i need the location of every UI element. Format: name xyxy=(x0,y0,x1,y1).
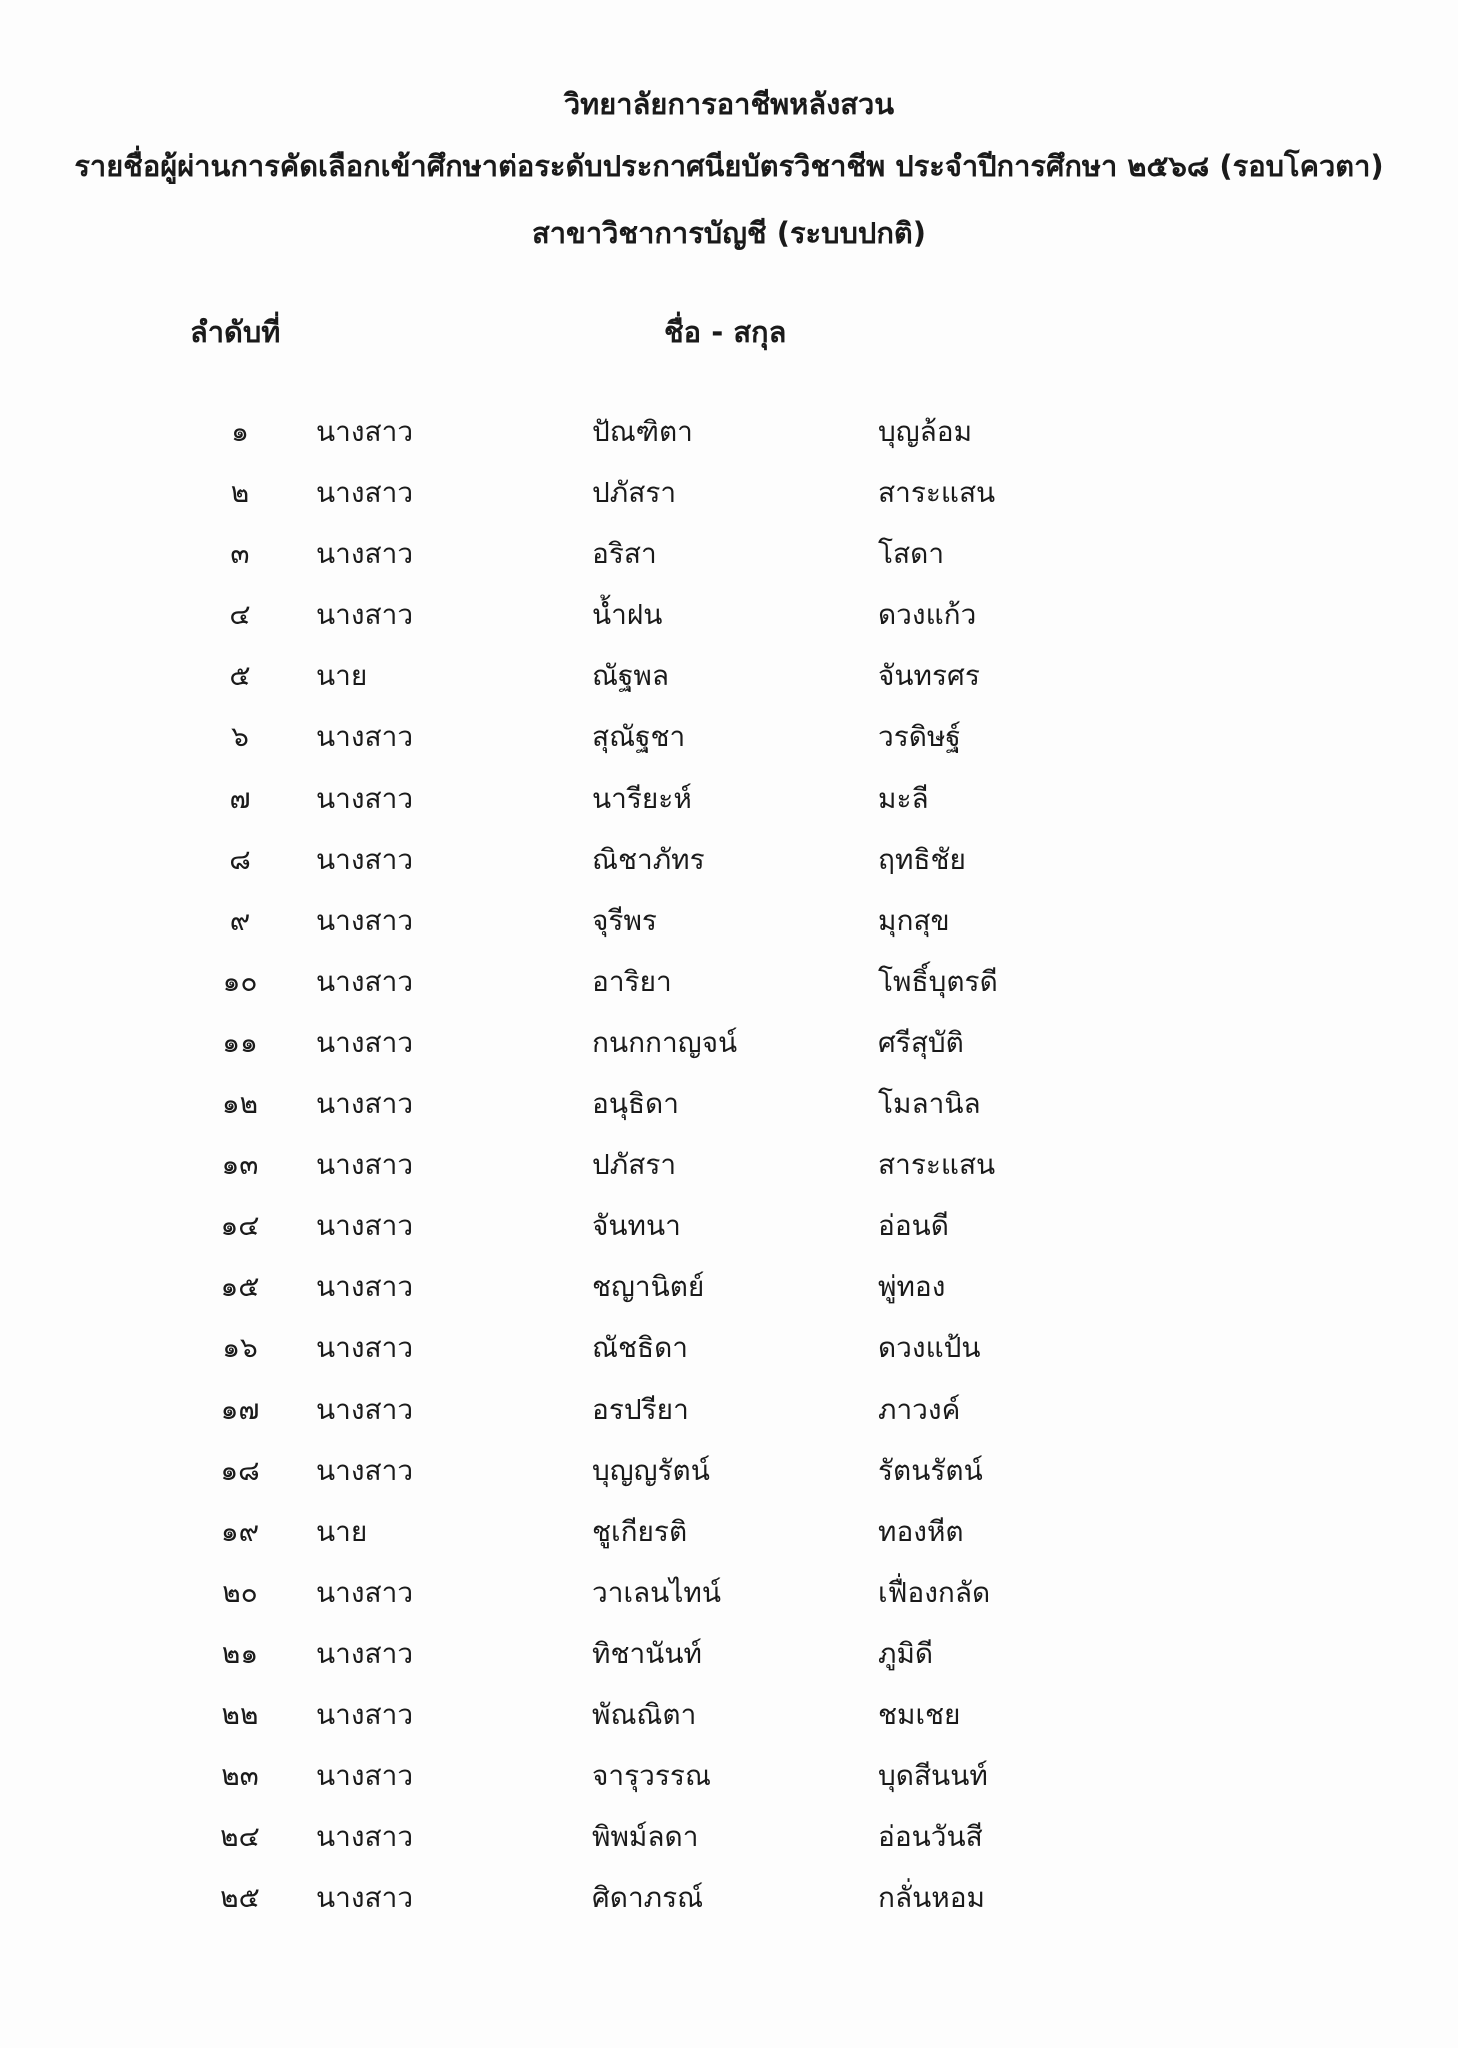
row-number: ๒๑ xyxy=(221,1636,259,1670)
row-number: ๓ xyxy=(230,537,250,571)
row-last-name: กลั่นหอม xyxy=(878,1881,985,1915)
list-item xyxy=(0,656,1458,717)
row-title: นางสาว xyxy=(316,1392,414,1426)
row-last-name: อ่อนดี xyxy=(878,1209,949,1243)
column-header-name: ชื่อ - สกุล xyxy=(664,315,787,349)
row-first-name: จุรีพร xyxy=(592,903,657,937)
row-number: ๒๓ xyxy=(221,1759,259,1793)
row-first-name: จันทนา xyxy=(592,1209,681,1243)
list-item xyxy=(0,534,1458,595)
row-first-name: ปัณฑิตา xyxy=(592,415,693,448)
row-last-name: วรดิษฐ์ xyxy=(878,720,961,754)
row-number: ๒๔ xyxy=(220,1820,260,1854)
row-title: นาย xyxy=(316,1514,368,1548)
row-first-name: อนุธิดา xyxy=(592,1087,679,1121)
row-last-name: สาระแสน xyxy=(878,1148,996,1182)
row-first-name: ชญานิตย์ xyxy=(592,1270,705,1304)
row-last-name: บุดสีนนท์ xyxy=(878,1759,988,1793)
row-last-name: มุกสุข xyxy=(878,903,950,937)
row-number: ๒๕ xyxy=(220,1881,260,1915)
list-item xyxy=(0,1084,1458,1145)
row-last-name: เฟื่องกลัด xyxy=(878,1575,991,1609)
row-first-name: ณัชธิดา xyxy=(592,1331,688,1365)
list-item xyxy=(0,1878,1458,1939)
row-last-name: สาระแสน xyxy=(878,476,996,510)
row-number: ๑๖ xyxy=(222,1331,258,1365)
list-item xyxy=(0,1390,1458,1451)
list-item xyxy=(0,1451,1458,1512)
row-title: นางสาว xyxy=(316,781,414,815)
row-first-name: กนกกาญจน์ xyxy=(592,1025,738,1059)
column-header-sequence: ลำดับที่ xyxy=(190,315,281,349)
row-first-name: อริสา xyxy=(592,537,657,571)
row-first-name: บุญญรัตน์ xyxy=(592,1453,710,1487)
list-item xyxy=(0,1145,1458,1206)
row-first-name: อาริยา xyxy=(592,964,672,998)
list-item xyxy=(0,473,1458,534)
program-title: สาขาวิชาการบัญชี (ระบบปกติ) xyxy=(532,216,926,250)
row-first-name: ณัฐพล xyxy=(592,659,670,693)
row-last-name: ชมเชย xyxy=(878,1697,961,1731)
row-first-name: พัณณิตา xyxy=(592,1697,697,1731)
row-title: นางสาว xyxy=(316,964,414,998)
row-title: นางสาว xyxy=(316,1331,414,1365)
row-first-name: ศิดาภรณ์ xyxy=(592,1881,704,1915)
row-number: ๑๕ xyxy=(220,1270,260,1304)
row-first-name: นารียะห์ xyxy=(592,781,692,815)
row-title: นางสาว xyxy=(316,1025,414,1059)
institution-title: วิทยาลัยการอาชีพหลังสวน xyxy=(563,87,895,121)
announcement-title: รายชื่อผู้ผ่านการคัดเลือกเข้าศึกษาต่อระดับประกาศนียบัตรวิชาชีพ ประจำปีการศึกษา ๒๕๖๘ (รอบโควตา) xyxy=(74,149,1384,183)
row-title: นางสาว xyxy=(316,1270,414,1304)
list-item xyxy=(0,840,1458,901)
row-title: นางสาว xyxy=(316,720,414,754)
row-title: นางสาว xyxy=(316,1820,414,1854)
row-first-name: จารุวรรณ xyxy=(592,1759,711,1793)
row-title: นางสาว xyxy=(316,1087,414,1121)
row-title: นาย xyxy=(316,659,368,693)
row-first-name: น้ำฝน xyxy=(592,598,663,632)
row-last-name: โสดา xyxy=(878,537,945,571)
row-title: นางสาว xyxy=(316,1453,414,1487)
student-list xyxy=(0,412,1458,1939)
list-item xyxy=(0,717,1458,778)
row-last-name: มะลี xyxy=(878,781,929,815)
row-first-name: อรปรียา xyxy=(592,1392,689,1426)
row-title: นางสาว xyxy=(316,903,414,937)
row-last-name: ภูมิดี xyxy=(878,1636,934,1670)
row-title: นางสาว xyxy=(316,537,414,571)
list-item xyxy=(0,1267,1458,1328)
row-number: ๑๒ xyxy=(221,1087,259,1121)
row-first-name: ปภัสรา xyxy=(592,1148,677,1182)
row-number: ๔ xyxy=(229,598,251,632)
list-item xyxy=(0,901,1458,962)
row-title: นางสาว xyxy=(316,1881,414,1915)
list-item xyxy=(0,595,1458,656)
row-last-name: พู่ทอง xyxy=(878,1270,946,1304)
row-last-name: ภาวงค์ xyxy=(878,1392,961,1426)
row-number: ๑๔ xyxy=(220,1209,260,1243)
row-number: ๑๗ xyxy=(220,1392,260,1426)
list-item xyxy=(0,1023,1458,1084)
list-item xyxy=(0,962,1458,1023)
row-last-name: โมลานิล xyxy=(878,1087,981,1121)
row-number: ๙ xyxy=(229,903,251,937)
row-title: นางสาว xyxy=(316,476,414,510)
row-number: ๗ xyxy=(229,781,251,815)
row-last-name: ฤทธิชัย xyxy=(878,842,966,876)
row-number: ๖ xyxy=(231,720,249,754)
row-number: ๑ xyxy=(231,415,249,448)
row-title: นางสาว xyxy=(316,1148,414,1182)
row-first-name: สุณัฐชา xyxy=(592,720,686,754)
row-last-name: ศรีสุบัติ xyxy=(878,1025,964,1059)
row-title: นางสาว xyxy=(316,1759,414,1793)
list-item xyxy=(0,1512,1458,1573)
row-number: ๑๓ xyxy=(221,1148,259,1182)
row-number: ๘ xyxy=(229,842,251,876)
row-first-name: ณิชาภัทร xyxy=(592,842,705,876)
row-last-name: ดวงแป้น xyxy=(878,1331,981,1365)
row-first-name: พิพม์ลดา xyxy=(592,1820,699,1854)
list-item xyxy=(0,1817,1458,1878)
row-number: ๒๒ xyxy=(221,1697,259,1731)
list-item xyxy=(0,779,1458,840)
row-last-name: บุญล้อม xyxy=(878,415,973,448)
list-item xyxy=(0,412,1458,473)
row-title: นางสาว xyxy=(316,842,414,876)
row-number: ๑๙ xyxy=(220,1514,260,1548)
row-first-name: ปภัสรา xyxy=(592,476,677,510)
row-last-name: จันทรศร xyxy=(878,659,980,693)
row-last-name: ดวงแก้ว xyxy=(878,598,977,632)
row-first-name: วาเลนไทน์ xyxy=(592,1575,721,1609)
row-first-name: ชูเกียรติ xyxy=(592,1514,688,1548)
row-title: นางสาว xyxy=(316,1636,414,1670)
row-first-name: ทิชานันท์ xyxy=(592,1636,702,1670)
row-last-name: ทองหีต xyxy=(878,1514,964,1548)
list-item xyxy=(0,1695,1458,1756)
row-title: นางสาว xyxy=(316,1697,414,1731)
row-last-name: โพธิ์บุตรดี xyxy=(878,964,998,998)
row-title: นางสาว xyxy=(316,1575,414,1609)
row-number: ๒๐ xyxy=(222,1575,258,1609)
list-item xyxy=(0,1328,1458,1389)
row-title: นางสาว xyxy=(316,598,414,632)
row-last-name: รัตนรัตน์ xyxy=(878,1453,983,1487)
list-item xyxy=(0,1206,1458,1267)
row-last-name: อ่อนวันสี xyxy=(878,1820,983,1854)
list-item xyxy=(0,1756,1458,1817)
row-number: ๕ xyxy=(229,659,251,693)
row-number: ๑๐ xyxy=(222,964,258,998)
row-number: ๑๘ xyxy=(220,1453,260,1487)
row-number: ๒ xyxy=(230,476,250,510)
row-number: ๑๑ xyxy=(222,1025,258,1059)
list-item xyxy=(0,1634,1458,1695)
row-title: นางสาว xyxy=(316,1209,414,1243)
list-item xyxy=(0,1573,1458,1634)
row-title: นางสาว xyxy=(316,415,414,448)
